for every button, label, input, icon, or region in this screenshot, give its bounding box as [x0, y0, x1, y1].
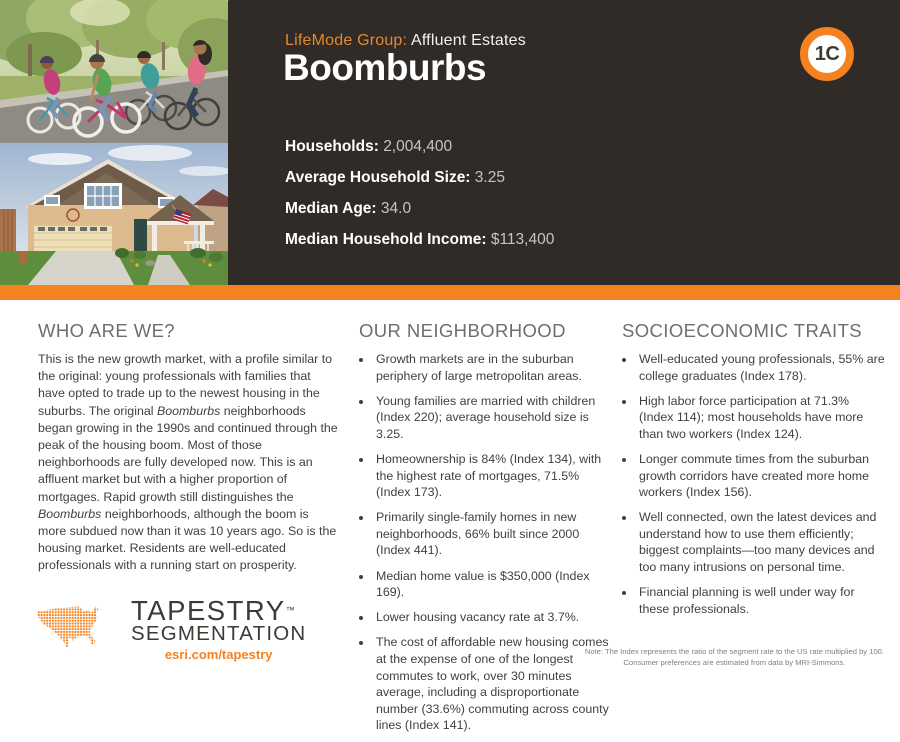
paragraph-segment-italic: Boomburbs — [156, 403, 221, 418]
logo-title: TAPESTRY™ — [131, 595, 297, 626]
paragraph-segment: This is the new growth market, with a profile similar to the original: young professionals with families that have opted to trade up to the newest housing in the suburbs. The original — [38, 352, 333, 418]
bullet-item: • High labor force participation at 71.3% (Index 114); most households have more than two workers (Index 124). — [636, 393, 885, 443]
logo-subtitle: SEGMENTATION — [131, 622, 307, 645]
section-title: OUR NEIGHBORHOOD — [359, 320, 566, 341]
lifemode-label: LifeMode Group: — [285, 32, 408, 49]
note-line-1: Note: The Index represents the ratio of the segment rate to the US rate multiplied by 100. — [584, 647, 884, 656]
bullet-item: • Primarily single-family homes in new neighborhoods, 66% built since 2000 (Index 441). — [373, 509, 613, 559]
stat-row — [285, 230, 554, 250]
header-panel — [228, 0, 900, 285]
index-note — [585, 647, 884, 668]
stat-value: 2,004,400 — [383, 138, 453, 155]
stat-label: Average Household Size: — [285, 169, 471, 186]
paragraph-segment: neighborhoods, although the boom is more subdued now than it was 10 years ago. So is the housing market. Residents are well-educated professionals with a running start on prosperity. — [38, 506, 337, 573]
suburban-house-photo — [0, 143, 228, 285]
us-map-dotted-icon — [35, 602, 123, 665]
bullet-item: • Lower housing vacancy rate at 3.7%. — [373, 609, 613, 626]
who-are-we-section — [38, 320, 338, 575]
bullet-item: • Financial planning is well under way for these professionals. — [636, 584, 885, 617]
section-title: WHO ARE WE? — [38, 320, 175, 341]
stat-row — [285, 168, 554, 188]
bullet-item: • Longer commute times from the suburban growth corridors have created more home workers (Index 156). — [636, 451, 885, 501]
bullet-list — [622, 351, 885, 617]
tapestry-logo — [35, 597, 306, 665]
segment-title: Boomburbs — [283, 47, 487, 88]
bullet-item: • Young families are married with children (Index 220); average household size is 3.25. — [373, 393, 613, 443]
section-title: SOCIOECONOMIC TRAITS — [622, 320, 862, 341]
bullet-item: • Homeownership is 84% (Index 134), with the highest rate of mortgages, 71.5% (Index 173). — [373, 451, 613, 501]
our-neighborhood-section — [359, 320, 613, 742]
segment-badge — [800, 27, 854, 81]
stat-row — [285, 137, 554, 157]
bullet-item: • Well connected, own the latest devices and understand how to use them efficiently; biggest complaints—too many devices and too many intrusions on personal time. — [636, 509, 885, 575]
trademark-icon: ™ — [285, 605, 297, 615]
stats-list — [285, 137, 554, 261]
stat-label: Households: — [285, 138, 379, 155]
stat-row — [285, 199, 554, 219]
lifemode-group-name: Affluent Estates — [410, 32, 526, 49]
orange-divider — [0, 285, 900, 300]
socioeconomic-section — [622, 320, 885, 626]
stat-label: Median Household Income: — [285, 231, 487, 248]
paragraph-segment-italic: Boomburbs — [38, 506, 102, 521]
bullet-list — [359, 351, 613, 734]
paragraph-segment: neighborhoods began growing in the 1990s and continued through the peak of the housing boom. Most of those neighborhoods are fully developed now. This is an affluent market but with a higher proportion of mortgages. Rapid growth still distinguishes the — [38, 403, 338, 504]
badge-number: 1C — [814, 42, 840, 65]
logo-text — [131, 597, 306, 662]
logo-url-link[interactable]: esri.com/tapestry — [164, 647, 273, 662]
stat-value: 34.0 — [380, 200, 412, 217]
note-line-2: Consumer preferences are estimated from data by MRI-Simmons. — [623, 657, 846, 667]
who-are-we-paragraph — [38, 351, 338, 575]
bullet-item: • Growth markets are in the suburban periphery of large metropolitan areas. — [373, 351, 613, 384]
stat-label: Median Age: — [285, 200, 377, 217]
bullet-item: • The cost of affordable new housing comes at the expense of one of the longest commutes to work, over 30 minutes average, including a disproportionate number (33.6%) commuting across county lines (Index 141). — [373, 634, 613, 734]
stat-value: 3.25 — [474, 169, 505, 186]
bullet-item: • Well-educated young professionals, 55% are college graduates (Index 178). — [636, 351, 885, 384]
photo-panel — [0, 0, 228, 285]
family-biking-photo — [0, 0, 228, 143]
stat-value: $113,400 — [490, 231, 555, 248]
bullet-item: • Median home value is $350,000 (Index 169). — [373, 568, 613, 601]
